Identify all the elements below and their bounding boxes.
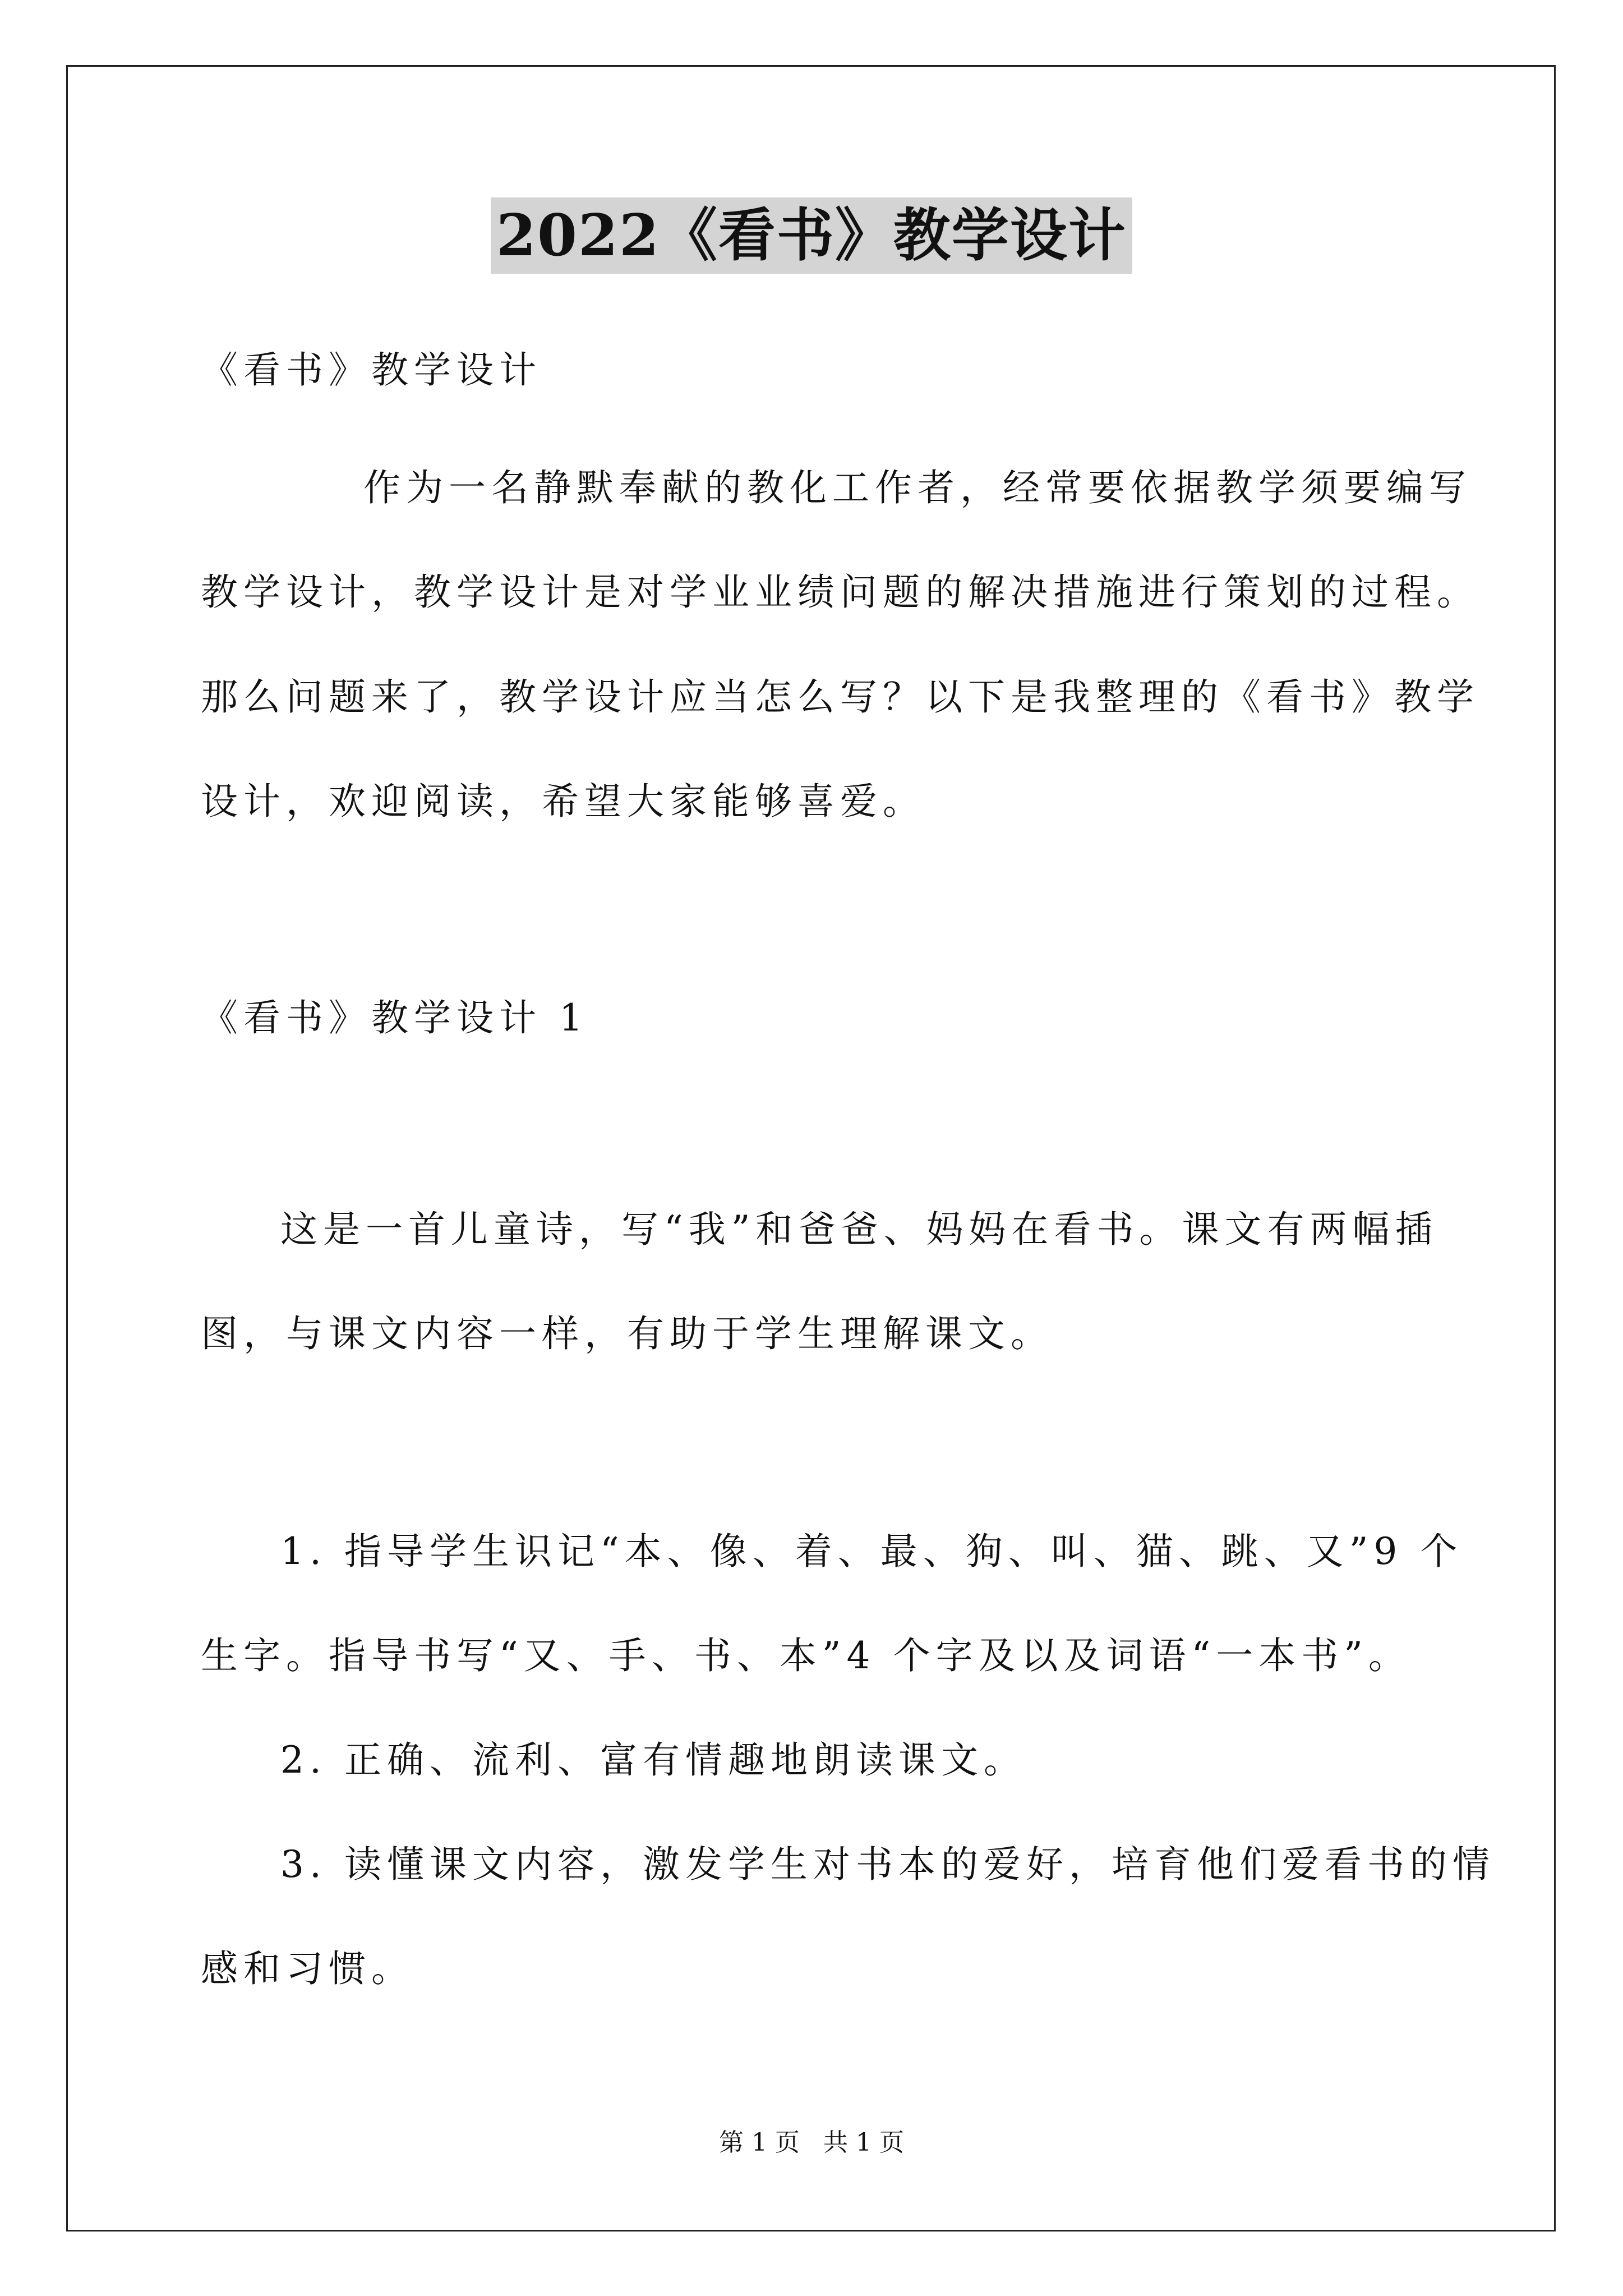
page-footer	[0, 2127, 1623, 2159]
objective-line-5: 感和习惯。	[201, 1947, 414, 1990]
title-wrap	[0, 197, 1623, 274]
objective-line-2: 生字。指导书写“又、手、书、本”4 个字及以及词语“一本书”。	[201, 1634, 1411, 1677]
description-line-1: 这是一首儿童诗，写“我”和爸爸、妈妈在看书。课文有两幅插	[280, 1208, 1438, 1251]
page-total: 共 1 页	[823, 2128, 904, 2157]
objective-line-1: 1. 指导学生识记“本、像、着、最、狗、叫、猫、跳、又”9 个	[280, 1530, 1463, 1573]
intro-line-1: 作为一名静默奉献的教化工作者，经常要依据教学须要编写	[363, 466, 1472, 509]
description-line-2: 图，与课文内容一样，有助于学生理解课文。	[201, 1312, 1053, 1355]
intro-line-3: 那么问题来了，教学设计应当怎么写？以下是我整理的《看书》教学	[201, 675, 1479, 719]
page-number: 第 1 页	[719, 2128, 800, 2157]
intro-line-2: 教学设计，教学设计是对学业业绩问题的解决措施进行策划的过程。	[201, 570, 1479, 614]
subheading: 《看书》教学设计	[201, 348, 542, 392]
intro-line-4: 设计，欢迎阅读，希望大家能够喜爱。	[201, 780, 925, 823]
objective-line-4: 3. 读懂课文内容，激发学生对书本的爱好，培育他们爱看书的情	[280, 1843, 1495, 1886]
section-heading: 《看书》教学设计 1	[201, 996, 588, 1039]
document-title: 2022《看书》教学设计	[491, 197, 1132, 274]
objective-line-3: 2. 正确、流利、富有情趣地朗读课文。	[280, 1738, 1026, 1782]
